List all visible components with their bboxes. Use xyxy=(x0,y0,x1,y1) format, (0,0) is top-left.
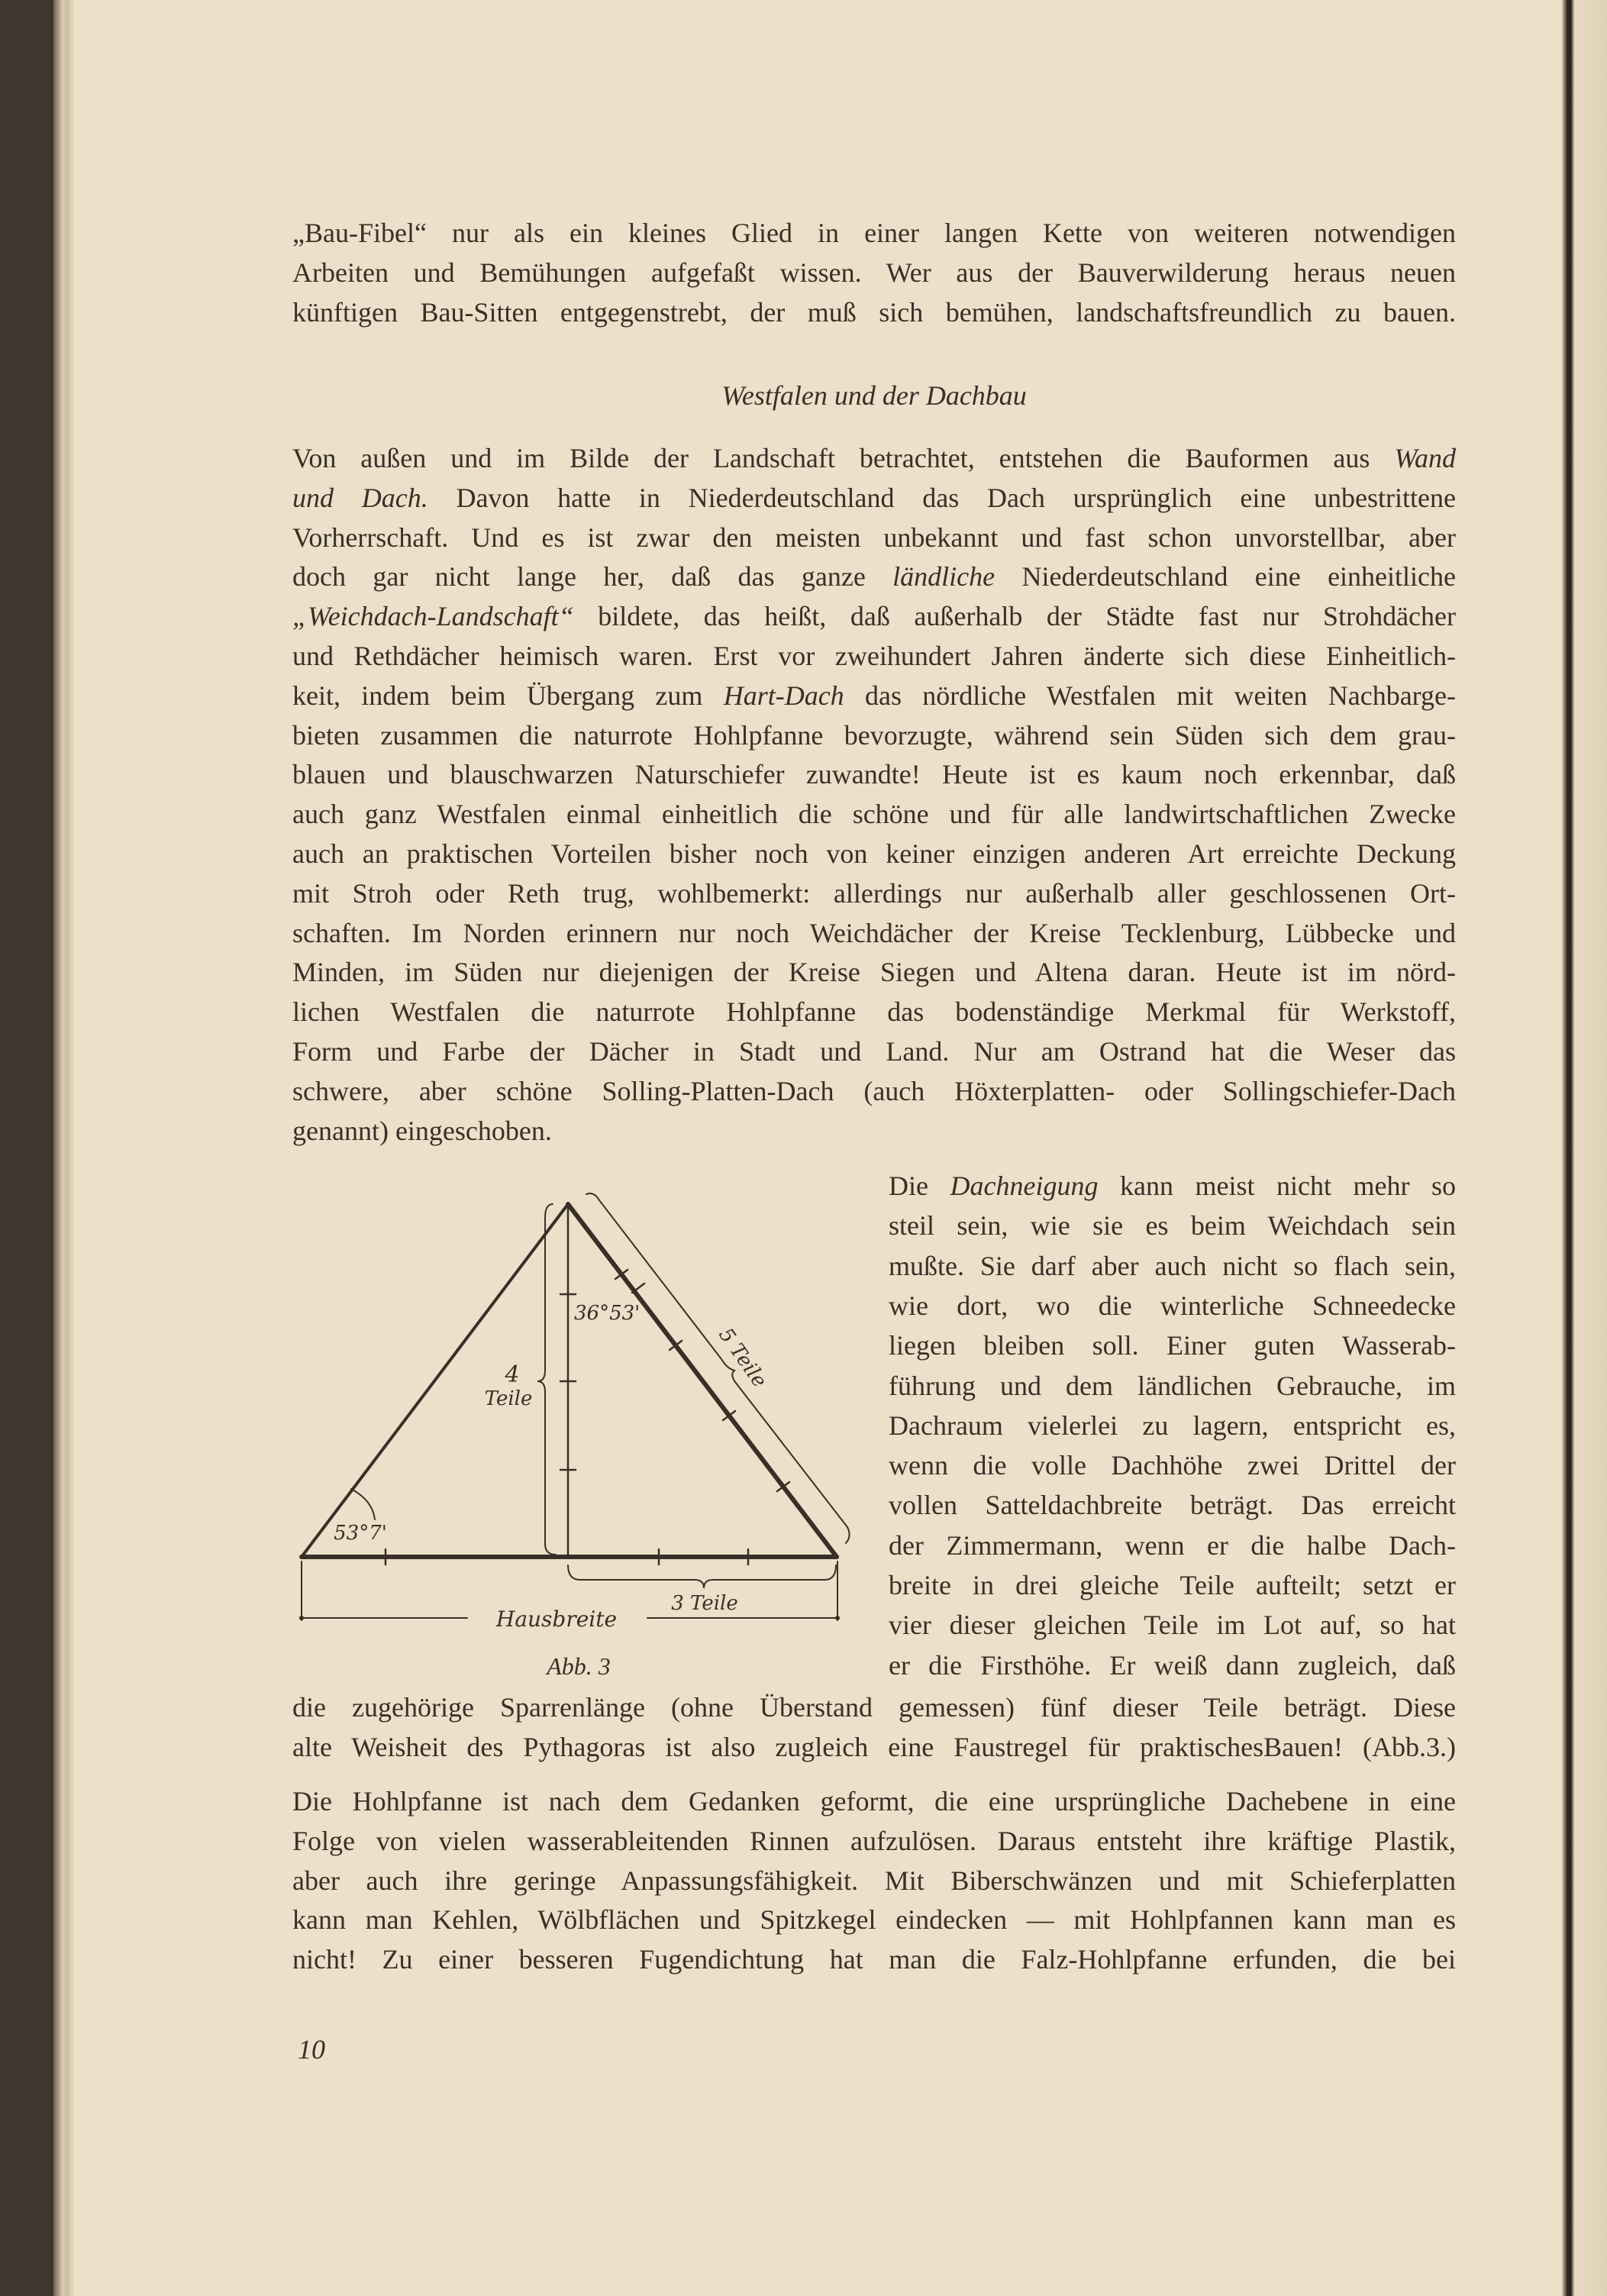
text-segment: die zugehörige Sparrenlänge (ohne Überstand gemessen) fünf dieser Teile beträgt. Diese xyxy=(292,1692,1456,1723)
text-segment: künftigen Bau-Sitten entgegenstrebt, der muß sich bemühen, landschaftsfreundlich zu bauen. xyxy=(292,296,1456,328)
figure-caption: Abb. 3 xyxy=(547,1652,611,1680)
text-segment: Vorherrschaft. Und es ist zwar den meisten unbekannt und fast schon unvorstellbar, aber xyxy=(292,522,1456,553)
italic-text: „Weichdach-Landschaft“ xyxy=(292,601,574,632)
section-heading: Westfalen und der Dachbau xyxy=(721,380,1027,411)
text-segment: mit Stroh oder Reth trug, wohlbemerkt: allerdings nur außerhalb aller geschlossenen Ort- xyxy=(292,877,1456,909)
text-segment: Minden, im Süden nur diejenigen der Kreise Siegen und Altena daran. Heute ist im nörd- xyxy=(292,957,1456,988)
text-segment: wenn die volle Dachhöhe zwei Drittel der xyxy=(889,1450,1456,1481)
text-segment: breite in drei gleiche Teile aufteilt; setzt er xyxy=(889,1570,1456,1600)
half-width-bracket xyxy=(568,1565,836,1588)
text-segment: lichen Westfalen die naturrote Hohlpfanne das bodenständige Merkmal für Werkstoff, xyxy=(292,996,1456,1028)
text-segment: alte Weisheit des Pythagoras ist also zugleich eine Faustregel für praktischesBauen! (Abb.3.) xyxy=(292,1731,1456,1762)
text-segment: Von außen und im Bilde der Landschaft betrachtet, entstehen die Bauformen aus xyxy=(292,443,1395,473)
text-segment: keit, indem beim Übergang zum xyxy=(292,680,724,711)
italic-text: und Dach. xyxy=(292,482,428,513)
rafter-bracket xyxy=(586,1193,850,1543)
text-segment: Die Hohlpfanne ist nach dem Gedanken geformt, die eine ursprüngliche Dachebene in eine xyxy=(292,1786,1456,1816)
text-segment: Dachraum vielerlei zu lagern, entspricht es, xyxy=(889,1410,1456,1441)
text-segment: Arbeiten und Bemühungen aufgefaßt wissen. Wer aus der Bauverwilderung heraus neuen xyxy=(292,257,1456,288)
text-segment: nicht! Zu einer besseren Fugendichtung hat man die Falz-Hohlpfanne erfunden, die bei xyxy=(292,1944,1456,1975)
text-segment: aber auch ihre geringe Anpassungsfähigkeit. Mit Biberschwänzen und mit Schieferplatten xyxy=(292,1865,1456,1896)
text-segment: „Bau-Fibel“ nur als ein kleines Glied in einer langen Kette von weiteren notwendigen xyxy=(292,218,1456,248)
italic-text: Dachneigung xyxy=(950,1171,1099,1201)
text-segment: der Zimmermann, wenn er die halbe Dach- xyxy=(889,1529,1456,1561)
page-number: 10 xyxy=(298,2034,325,2065)
house-width-label: Hausbreite xyxy=(495,1607,618,1632)
height-parts-label: 4 xyxy=(505,1361,520,1388)
text-segment: vier dieser gleichen Teile im Lot auf, so hat xyxy=(889,1610,1456,1641)
italic-text: ländliche xyxy=(892,561,996,593)
text-segment: führung und dem ländlichen Gebrauche, im xyxy=(889,1370,1456,1401)
italic-text: Wand xyxy=(1394,443,1456,473)
roof-right-slope xyxy=(568,1204,837,1557)
text-segment: schwere, aber schöne Solling-Platten-Dach (auch Höxterplatten- oder Sollingschiefer-Dach xyxy=(292,1075,1456,1106)
text-segment: blauen und blauschwarzen Naturschiefer zuwandte! Heute ist es kaum noch erkennbar, daß xyxy=(292,759,1456,790)
height-parts-word: Teile xyxy=(484,1387,533,1410)
text-segment: steil sein, wie sie es beim Weichdach sein xyxy=(889,1210,1456,1242)
text-segment: das nördliche Westfalen mit weiten Nachbarge- xyxy=(844,680,1456,711)
text-segment: auch ganz Westfalen einmal einheitlich die schöne und für alle landwirtschaftlichen Zwecke xyxy=(292,799,1456,830)
text-segment: Niederdeutschland eine einheitliche xyxy=(995,561,1456,593)
text-segment: Folge von vielen wasserableitenden Rinnen aufzulösen. Daraus entsteht ihre kräftige Plastik, xyxy=(292,1825,1456,1856)
base-angle-label: 53°7' xyxy=(334,1522,387,1545)
text-segment: und Rethdächer heimisch waren. Erst vor zweihundert Jahren änderte sich diese Einheitlich- xyxy=(292,641,1456,671)
text-segment: auch an praktischen Vorteilen bisher noch von keiner einzigen anderen Art erreichte Deckung xyxy=(292,838,1456,869)
text-segment: mußte. Sie darf aber auch nicht so flach sein, xyxy=(889,1250,1456,1281)
text-segment: liegen bleiben soll. Einer guten Wasserab- xyxy=(889,1330,1456,1361)
text-segment: schaften. Im Norden erinnern nur noch Weichdächer der Kreise Tecklenburg, Lübbecke und xyxy=(292,917,1456,948)
rafter-length-label: 5 Teile xyxy=(714,1323,771,1392)
text-segment: er die Firsthöhe. Er weiß dann zugleich, daß xyxy=(889,1649,1456,1681)
text-segment: wie dort, wo die winterliche Schneedecke xyxy=(889,1290,1456,1321)
text-segment: kann man Kehlen, Wölbflächen und Spitzkegel eindecken — mit Hohlpfannen kann man es xyxy=(292,1904,1456,1936)
text-segment: Davon hatte in Niederdeutschland das Dach ursprünglich eine unbestrittene xyxy=(428,482,1456,513)
text-segment: genannt) eingeschoben. xyxy=(292,1115,552,1146)
text-segment: Die xyxy=(889,1171,950,1201)
apex-angle-label: 36°53' xyxy=(574,1302,641,1325)
height-bracket xyxy=(537,1204,556,1555)
angle-arc xyxy=(351,1489,375,1519)
text-segment: kann meist nicht mehr so xyxy=(1098,1171,1456,1201)
half-width-label: 3 Teile xyxy=(671,1592,738,1615)
text-segment: bieten zusammen die naturrote Hohlpfanne bevorzugte, während sein Süden sich dem grau- xyxy=(292,719,1456,751)
roof-left-slope xyxy=(302,1204,568,1557)
italic-text: Hart-Dach xyxy=(723,680,844,711)
text-segment: doch gar nicht lange her, daß das ganze xyxy=(292,561,893,593)
text-segment: Form und Farbe der Dächer in Stadt und Land. Nur am Ostrand hat die Weser das xyxy=(292,1036,1456,1067)
text-segment: vollen Satteldachbreite beträgt. Das erreicht xyxy=(889,1490,1456,1521)
text-segment: bildete, das heißt, daß außerhalb der Städte fast nur Strohdächer xyxy=(573,601,1456,632)
